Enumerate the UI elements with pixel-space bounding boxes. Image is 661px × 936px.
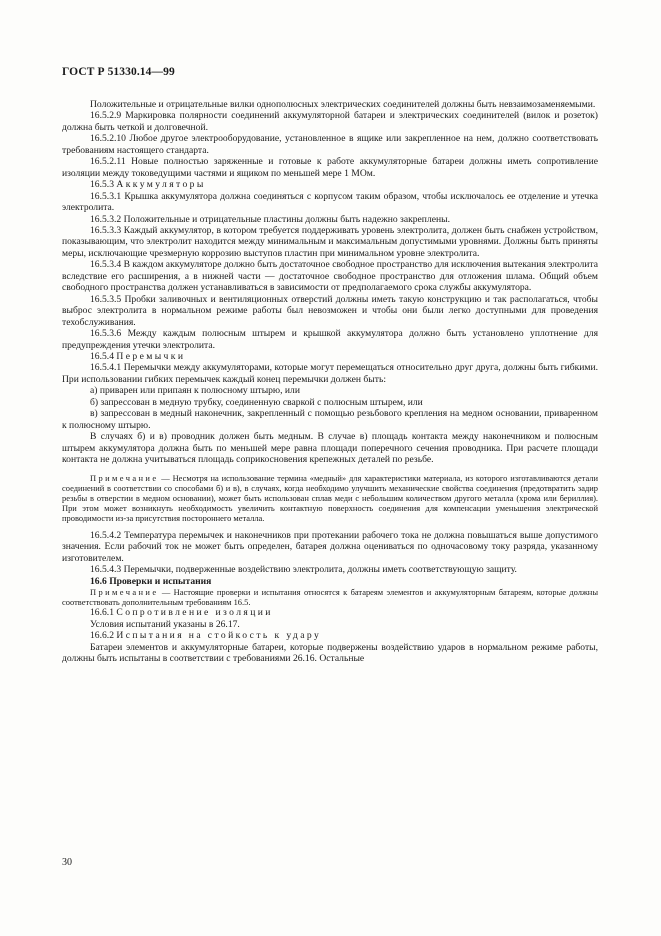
paragraph: 16.5.3.1 Крышка аккумулятора должна соединяться с корпусом таким образом, чтобы исключалось ее отделение и утечка электролита. [62, 190, 598, 214]
paragraph: 16.5.4.1 Перемычки между аккумуляторами, которые могут перемещаться относительно друг друга, должны быть гибкими. При использовании гибких перемычек каждый конец перемычки должен быть: [62, 362, 598, 385]
paragraph: 16.5.3.6 Между каждым полюсным штырем и крышкой аккумулятора должно быть установлено уплотнение для предупреждения утечки электролита. [62, 328, 598, 351]
page-number: 30 [62, 857, 72, 868]
section-title: Аккумуляторы [116, 179, 206, 191]
paragraph: 16.5.3.5 Пробки заливочных и вентиляционных отверстий должны иметь такую конструкцию и так располагаться, чтобы выброс электролита в нормальном режиме работы был невозможен и чтобы они были легко доступными для проведения техобслуживания. [62, 293, 598, 328]
section-number: 16.6.1 [90, 607, 114, 619]
note-text: — Несмотря на использование термина «медный» для характеристики материала, из которого изготавливаются детали соединений в соответствии со способами б) и в), в случаях, когда необходимо улучшить механические свойства соединения (предотвратить задир резьбы в отверстии в медном основании), может быть использован сплав меди с небольшим количеством другого металла (хрома или бериллия). При этом может возникнуть необходимость увеличить контактную поверхность соединения для компенсации уменьшения электрической проводимости из-за присутствия постороннего металла. [62, 472, 598, 523]
document-header: ГОСТ Р 51330.14—99 [62, 66, 175, 78]
note-label: Примечание [90, 587, 159, 598]
section-heading [62, 351, 598, 362]
section-heading-bold: 16.6 Проверки и испытания [90, 575, 212, 587]
section-number: 16.5.3 [90, 179, 114, 191]
paragraph: 16.5.2.9 Маркировка полярности соединений аккумуляторной батареи и электрических соединителей (вилок и розеток) должна быть четкой и долговечной. [62, 110, 598, 133]
section-heading [62, 607, 598, 618]
paragraph: 16.5.3.4 В каждом аккумуляторе должно быть достаточное свободное пространство для исключения вытекания электролита вследствие его расширения, а в нижней части — достаточное свободное пространство для отложения шлама. Общий объем свободного пространства должен устанавливаться в зависимости от предполагаемого срока службы аккумулятора. [62, 259, 598, 294]
paragraph: 16.5.4.3 Перемычки, подверженные воздействию электролита, должны иметь соответствующую защиту. [90, 564, 517, 576]
note [62, 587, 598, 607]
paragraph: Условия испытаний указаны в 26.17. [90, 618, 240, 630]
list-item: б) запрессован в медную трубку, соединенную сваркой с полюсным штырем, или [90, 396, 423, 408]
paragraph: 16.5.4.2 Температура перемычек и наконечников при протекании рабочего тока не должна повышаться выше допустимого значения. Если рабочий ток не может быть определен, батарея должна оцениваться по одночасовому току разряда, указанному изготовителем. [62, 529, 598, 564]
paragraph: В случаях б) и в) проводник должен быть медным. В случае в) площадь контакта между наконечником и полюсным штырем аккумулятора должна быть по меньшей мере равна площади поперечного сечения проводника. При расчете площади контакта не должна учитываться площадь соприкосновения крепежных деталей по резьбе. [62, 431, 598, 466]
section-number: 16.6.2 [90, 630, 114, 642]
paragraph: 16.5.2.11 Новые полностью заряженные и готовые к работе аккумуляторные батареи должны иметь сопротивление изоляции между токоведущими частями и ящиком по меньшей мере 1 МОм. [62, 156, 598, 179]
note [62, 473, 598, 523]
section-title: Испытания на стойкость к удару [116, 630, 322, 642]
section-heading [62, 179, 598, 190]
list-item: в) запрессован в медный наконечник, закрепленный с помощью резьбового крепления на медном основании, приваренном к полюсному штырю. [62, 408, 598, 431]
note-text: — Настоящие проверки и испытания относятся к батареям элементов и аккумуляторным батареям, которые должны соответствовать дополнительным требованиям 16.5. [62, 587, 598, 608]
note-label: Примечание [90, 472, 159, 483]
section-title: Перемычки [116, 350, 186, 362]
list-item: а) приварен или припаян к полюсному штырю, или [90, 385, 300, 397]
section-number: 16.5.4 [90, 350, 114, 362]
paragraph: Положительные и отрицательные вилки однополюсных электрических соединителей должны быть невзаимозаменяемыми. [90, 99, 596, 110]
document-body [62, 99, 598, 665]
paragraph: 16.5.3.2 Положительные и отрицательные пластины должны быть надежно закреплены. [90, 213, 450, 225]
paragraph: 16.5.3.3 Каждый аккумулятор, в котором требуется поддерживать уровень электролита, должен быть снабжен устройством, показывающим, что электролит находится между минимальным и максимальным допустимыми уровнями. Должны быть приняты меры, исключающие чрезмерную коррозию выступов пластин при минимальном уровне электролита. [62, 224, 598, 259]
section-title: Сопротивление изоляции [116, 607, 273, 619]
paragraph: 16.5.2.10 Любое другое электрооборудование, установленное в ящике или закрепленное на нем, должно соответствовать требованиям настоящего стандарта. [62, 133, 598, 156]
section-heading [62, 630, 598, 641]
paragraph: Батареи элементов и аккумуляторные батареи, которые подвержены воздействию ударов в нормальном режиме работы, должны быть испытаны в соответствии с требованиями 26.16. Остальные [62, 641, 598, 665]
